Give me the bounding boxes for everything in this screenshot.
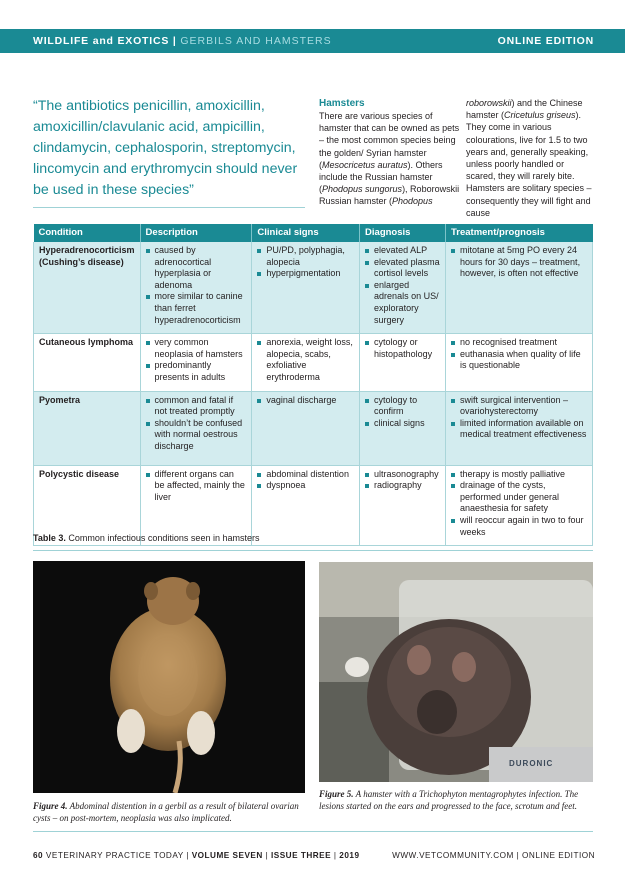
- signs-cell: [252, 334, 360, 391]
- column-header: Condition: [34, 224, 141, 242]
- article-text: ). Others include the Russian hamster (: [319, 159, 443, 195]
- list-item: cytology or histopathology: [365, 337, 440, 360]
- species-name: Cricetulus griseus: [504, 110, 576, 121]
- section-title: [33, 35, 332, 47]
- figure-4-caption: [33, 801, 308, 824]
- subsection-name: GERBILS AND HAMSTERS: [180, 35, 332, 47]
- species-name: roborowskii: [466, 98, 512, 108]
- list-item: radiography: [365, 480, 440, 492]
- figure-5-photo: [319, 562, 593, 782]
- footer-publication: [33, 851, 360, 860]
- species-name: Phodopus sungorus: [322, 184, 403, 195]
- description-cell: [140, 334, 252, 391]
- diagnosis-cell: [360, 391, 446, 465]
- diagnosis-cell: [360, 242, 446, 334]
- website-link[interactable]: WWW.VETCOMMUNITY.COM: [392, 851, 514, 860]
- list-item: caused by adrenocortical hyperplasia or adenoma: [146, 245, 247, 291]
- column-header: Treatment/prognosis: [446, 224, 593, 242]
- footer-website: [392, 851, 595, 860]
- footer-separator: |: [516, 851, 520, 860]
- description-cell: [140, 242, 252, 334]
- list-item: cytology to confirm: [365, 395, 440, 418]
- figure-5-caption: [319, 789, 597, 812]
- list-item: euthanasia when quality of life is questionable: [451, 349, 587, 372]
- species-name: Mesocricetus auratus: [322, 159, 408, 170]
- section-header-bar: [0, 29, 625, 53]
- list-item: different organs can be affected, mainly the liver: [146, 469, 247, 504]
- list-item: vaginal discharge: [257, 395, 354, 407]
- signs-cell: [252, 242, 360, 334]
- list-item: very common neoplasia of hamsters: [146, 337, 247, 360]
- footer-separator: |: [333, 851, 337, 860]
- pull-quote-rule: [33, 207, 305, 208]
- treatment-cell: [446, 334, 593, 391]
- condition-cell: Cutaneous lymphoma: [34, 334, 141, 391]
- header-separator: |: [172, 35, 177, 47]
- list-item: will reoccur again in two to four weeks: [451, 515, 587, 538]
- issue-label: ISSUE THREE: [270, 851, 332, 860]
- list-item: anorexia, weight loss, alopecia, scabs, exfoliative erythroderma: [257, 337, 354, 383]
- list-item: limited information available on medical treatment effectiveness: [451, 418, 587, 441]
- divider: [33, 550, 593, 551]
- list-item: shouldn’t be confused with normal oestrous discharge: [146, 418, 247, 453]
- footer-separator: |: [186, 851, 189, 860]
- conditions-table: [33, 224, 593, 546]
- figure-4-label: Figure 4.: [33, 801, 68, 811]
- list-item: abdominal distention: [257, 469, 354, 481]
- list-item: no recognised treatment: [451, 337, 587, 349]
- list-item: enlarged adrenals on US/ exploratory surgery: [365, 280, 440, 326]
- condition-cell: Pyometra: [34, 391, 141, 465]
- signs-cell: [252, 465, 360, 546]
- list-item: elevated ALP: [365, 245, 440, 257]
- table-caption: [33, 533, 259, 543]
- list-item: clinical signs: [365, 418, 440, 430]
- figure-5-label: Figure 5.: [319, 789, 354, 799]
- article-text: ), Roborowskii Russian hamster (: [319, 184, 460, 207]
- page-number: 60: [33, 851, 44, 860]
- list-item: therapy is mostly palliative: [451, 469, 587, 481]
- condition-cell: Polycystic disease: [34, 465, 141, 546]
- list-item: PU/PD, polyphagia, alopecia: [257, 245, 354, 268]
- list-item: common and fatal if not treated promptly: [146, 395, 247, 418]
- article-text: ) and the Chinese hamster (: [466, 98, 583, 121]
- article-column-2: [466, 97, 596, 219]
- list-item: hyperpigmentation: [257, 268, 354, 280]
- treatment-cell: [446, 391, 593, 465]
- list-item: dyspnoea: [257, 480, 354, 492]
- article-column-1: [319, 97, 461, 208]
- article-text: ). They come in various colourations, live for 1.5 to two years and, generally speaking, unless poorly handled or scared, they will rarely bite. Hamsters are solitary species – consequently they will fight and cause: [466, 110, 592, 218]
- treatment-cell: [446, 465, 593, 546]
- volume-label: VOLUME SEVEN: [191, 851, 263, 860]
- year-label: 2019: [339, 851, 360, 860]
- divider: [33, 831, 593, 832]
- signs-cell: [252, 391, 360, 465]
- list-item: drainage of the cysts, performed under general anaesthesia for safety: [451, 480, 587, 515]
- list-item: predominantly presents in adults: [146, 360, 247, 383]
- diagnosis-cell: [360, 334, 446, 391]
- list-item: ultrasonography: [365, 469, 440, 481]
- figure-5-text: A hamster with a Trichophyton mentagrophytes infection. The lesions started on the ears and progressed to the face, scrotum and feet.: [319, 789, 579, 811]
- column-header: Clinical signs: [252, 224, 360, 242]
- table-caption-label: Table 3.: [33, 533, 66, 543]
- species-name: Phodopus: [392, 196, 433, 207]
- figure-4-text: Abdominal distention in a gerbil as a result of bilateral ovarian cysts – on post-mortem, neoplasia was also implicated.: [33, 801, 299, 823]
- figure-4-photo: [33, 561, 305, 793]
- publication-name: VETERINARY PRACTICE TODAY: [45, 851, 184, 860]
- description-cell: [140, 391, 252, 465]
- list-item: mitotane at 5mg PO every 24 hours for 30 days – treatment, however, is often not effective: [451, 245, 587, 280]
- treatment-cell: [446, 242, 593, 334]
- article-text: There are various species of hamster that can be owned as pets – the most common species being the golden/ Syrian hamster (: [319, 111, 460, 170]
- article-heading: Hamsters: [319, 98, 365, 109]
- table-header-row: [34, 224, 593, 242]
- hamster-illustration: [319, 562, 593, 782]
- section-name: WILDLIFE and EXOTICS: [33, 35, 170, 47]
- pull-quote: “The antibiotics penicillin, amoxicillin, amoxicillin/clavulanic acid, ampicillin, clindamycin, cephalosporin, streptomycin, lincomycin and erythromycin should never be used in these species”: [33, 98, 298, 198]
- scale-brand-label: DURONIC: [509, 759, 554, 768]
- column-header: Diagnosis: [360, 224, 446, 242]
- footer-edition: ONLINE EDITION: [522, 851, 595, 860]
- table-row: [34, 391, 593, 465]
- list-item: elevated plasma cortisol levels: [365, 257, 440, 280]
- list-item: swift surgical intervention – ovariohysterectomy: [451, 395, 587, 418]
- column-header: Description: [140, 224, 252, 242]
- gerbil-illustration: [33, 561, 305, 793]
- table-row: [34, 334, 593, 391]
- footer-separator: |: [265, 851, 269, 860]
- diagnosis-cell: [360, 465, 446, 546]
- condition-cell: Hyperadrenocorticism (Cushing’s disease): [34, 242, 141, 334]
- table-caption-text: Common infectious conditions seen in hamsters: [68, 533, 260, 543]
- edition-label: ONLINE EDITION: [497, 35, 594, 47]
- table-row: [34, 242, 593, 334]
- list-item: more similar to canine than ferret hyperadrenocorticism: [146, 291, 247, 326]
